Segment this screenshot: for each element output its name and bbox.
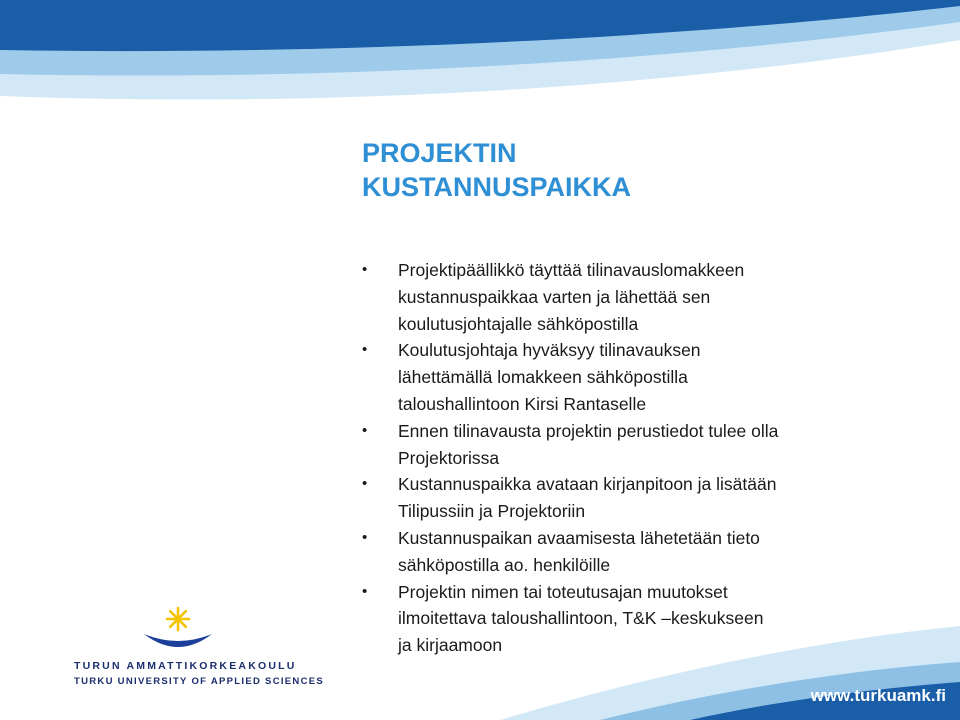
bowl-icon bbox=[144, 634, 212, 647]
slide-title-line-1: PROJEKTIN bbox=[362, 138, 517, 168]
bullet-item-2: • Koulutusjohtaja hyväksyy tilinavauksen lähettämällä lomakkeen sähköpostilla taloushallintoon Kirsi Rantaselle bbox=[362, 337, 942, 417]
logo-emblem bbox=[74, 604, 294, 660]
slide-title-line-2: KUSTANNUSPAIKKA bbox=[362, 172, 631, 202]
university-logo bbox=[74, 604, 325, 694]
logo-name: TURUN AMMATTIKORKEAKOULU bbox=[74, 660, 297, 672]
bullet-list bbox=[362, 257, 942, 659]
bullet-item-4: • Kustannuspaikka avataan kirjanpitoon ja lisätään Tilipussiin ja Projektoriin bbox=[362, 471, 942, 525]
star-icon bbox=[167, 608, 189, 630]
bullet-item-1: • Projektipäällikkö täyttää tilinavauslomakkeen kustannuspaikkaa varten ja lähettää sen koulutusjohtajalle sähköpostilla bbox=[362, 257, 942, 337]
footer-url[interactable]: www.turkuamk.fi bbox=[810, 686, 946, 705]
bullet-item-6: • Projektin nimen tai toteutusajan muutokset ilmoitettava taloushallintoon, T&K –keskukseen ja kirjaamoon bbox=[362, 579, 942, 659]
logo-subtitle: TURKU UNIVERSITY OF APPLIED SCIENCES bbox=[74, 676, 325, 687]
bullet-item-3: • Ennen tilinavausta projektin perustiedot tulee olla Projektorissa bbox=[362, 418, 942, 472]
bullet-item-5: • Kustannuspaikan avaamisesta lähetetään tieto sähköpostilla ao. henkilöille bbox=[362, 525, 942, 579]
slide-title bbox=[362, 136, 922, 204]
